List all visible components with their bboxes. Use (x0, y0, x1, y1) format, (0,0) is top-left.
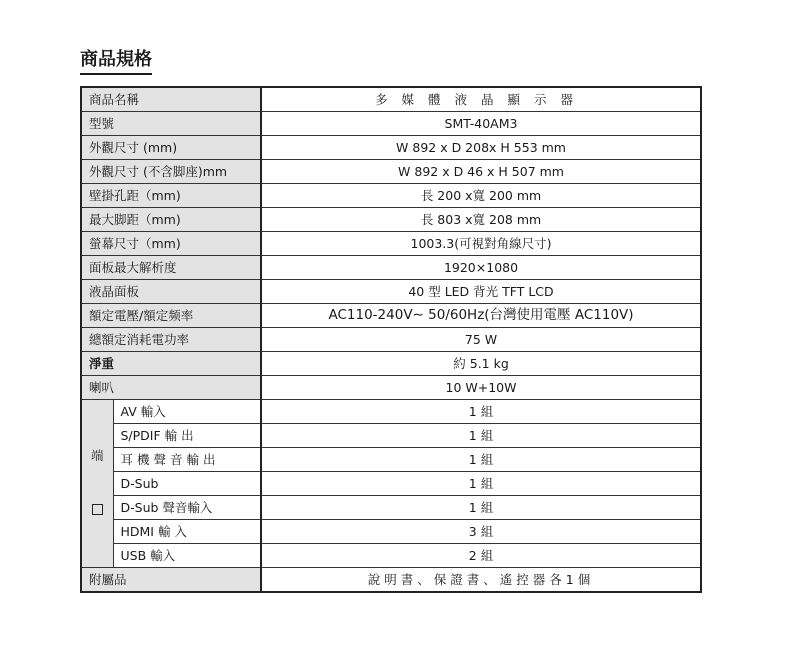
port-value: 1 組 (261, 496, 701, 520)
product-name-label: 商品名稱 (81, 87, 261, 112)
spec-label: 壁掛孔距（mm) (81, 184, 261, 208)
spec-label: 喇叭 (81, 376, 261, 400)
table-row (81, 448, 701, 472)
spec-label: 額定電壓/額定频率 (81, 304, 261, 328)
product-name-value: 多媒體液晶顯示器 (261, 87, 701, 112)
spec-value: 長 200 x寬 200 mm (261, 184, 701, 208)
port-label: HDMI 輸 入 (113, 520, 261, 544)
spec-value: 長 803 x寬 208 mm (261, 208, 701, 232)
spec-label: 外觀尺寸 (不含脚座)mm (81, 160, 261, 184)
table-row (81, 87, 701, 112)
spec-label: 最大脚距（mm) (81, 208, 261, 232)
port-value: 1 組 (261, 400, 701, 424)
table-row (81, 208, 701, 232)
port-value: 1 組 (261, 448, 701, 472)
spec-value: 1003.3(可視對角線尺寸) (261, 232, 701, 256)
table-row (81, 400, 701, 424)
table-row (81, 568, 701, 593)
spec-value: SMT-40AM3 (261, 112, 701, 136)
spec-label: 型號 (81, 112, 261, 136)
spec-value: AC110-240V∼ 50/60Hz(台灣使用電壓 AC110V) (261, 304, 701, 328)
table-row (81, 136, 701, 160)
spec-label: 外觀尺寸 (mm) (81, 136, 261, 160)
table-row (81, 376, 701, 400)
table-row (81, 544, 701, 568)
port-value: 3 組 (261, 520, 701, 544)
port-value: 2 組 (261, 544, 701, 568)
port-label: USB 輸入 (113, 544, 261, 568)
spec-value: 75 W (261, 328, 701, 352)
table-row (81, 280, 701, 304)
table-row (81, 520, 701, 544)
spec-heading: 商品規格 (80, 48, 152, 75)
port-label: S/PDIF 輸 出 (113, 424, 261, 448)
port-label: D-Sub 聲音輸入 (113, 496, 261, 520)
table-row (81, 424, 701, 448)
spec-label: 總額定消耗電功率 (81, 328, 261, 352)
spec-table (80, 86, 702, 593)
spec-value: 約 5.1 kg (261, 352, 701, 376)
spec-label: 螢幕尺寸（mm) (81, 232, 261, 256)
checkbox-square-icon (92, 504, 103, 515)
port-value: 1 組 (261, 472, 701, 496)
table-row (81, 112, 701, 136)
spec-value: 40 型 LED 背光 TFT LCD (261, 280, 701, 304)
spec-label: 液晶面板 (81, 280, 261, 304)
table-row (81, 160, 701, 184)
accessories-label: 附屬品 (81, 568, 261, 593)
spec-label: 淨重 (81, 352, 261, 376)
table-row (81, 304, 701, 328)
table-row (81, 352, 701, 376)
table-row (81, 256, 701, 280)
port-label: 耳機聲音輸出 (113, 448, 261, 472)
ports-group-label (81, 400, 113, 568)
table-row (81, 496, 701, 520)
spec-value: W 892 x D 46 x H 507 mm (261, 160, 701, 184)
table-row (81, 472, 701, 496)
table-row (81, 328, 701, 352)
table-row (81, 184, 701, 208)
spec-value: W 892 x D 208x H 553 mm (261, 136, 701, 160)
spec-value: 1920×1080 (261, 256, 701, 280)
port-value: 1 組 (261, 424, 701, 448)
ports-group-char: 端 (90, 448, 104, 463)
accessories-value: 說明書、保證書、遙控器各1個 (261, 568, 701, 593)
spec-value: 10 W+10W (261, 376, 701, 400)
spec-label: 面板最大解析度 (81, 256, 261, 280)
port-label: D-Sub (113, 472, 261, 496)
table-row (81, 232, 701, 256)
port-label: AV 輸入 (113, 400, 261, 424)
